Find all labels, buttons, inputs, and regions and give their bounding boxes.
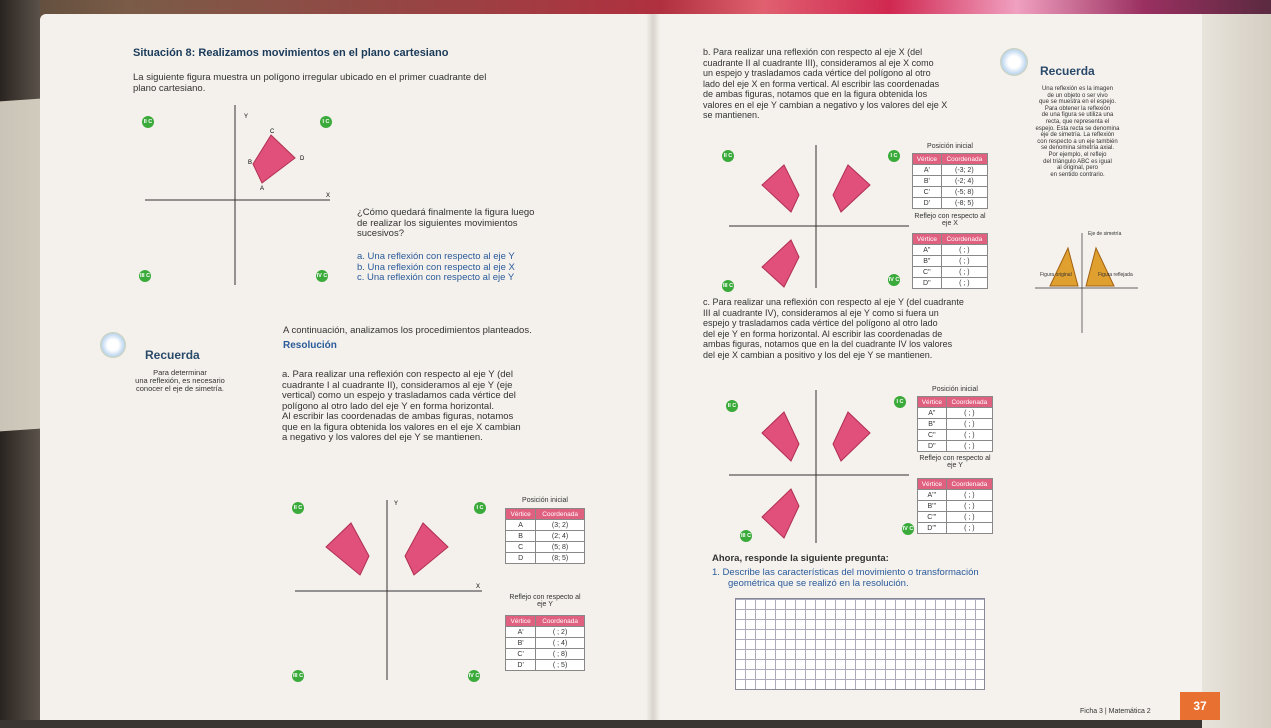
quadrant-badge-1b: I C — [474, 502, 486, 514]
cartesian-plane-3 — [724, 140, 914, 290]
quadrant-badge-2c: II C — [722, 150, 734, 162]
question-text: ¿Cómo quedará finalmente la figura luego de realizar los siguientes movimientos sucesivos? — [357, 207, 535, 239]
page-edges — [1202, 14, 1271, 728]
svg-text:Y: Y — [244, 114, 249, 120]
analysis-text: A continuación, analizamos los procedimientos planteados. — [283, 325, 532, 336]
table4: Vértice Coordenada A" ( ; ) B" ( ; ) C" ( ; ) D" ( ; ) — [912, 233, 988, 289]
quadrant-badge-3b: III C — [292, 670, 304, 682]
table1: Vértice Coordenada A (3; 2) B (2; 4) C (5; 8) D (8; 5) — [505, 508, 585, 564]
recuerda-icon — [100, 332, 126, 358]
svg-text:B: B — [248, 160, 253, 166]
recuerda-icon-right — [1000, 48, 1028, 76]
svg-text:X: X — [476, 584, 481, 590]
table2: Vértice Coordenada A' ( ; 2) B' ( ; 4) C' ( ; 8) D' ( ; 5) — [505, 615, 585, 671]
quadrant-badge-3: III C — [139, 270, 151, 282]
ahora-text: Ahora, responde la siguiente pregunta: — [712, 553, 889, 564]
quadrant-badge-1c: I C — [888, 150, 900, 162]
svg-text:Y: Y — [394, 501, 399, 507]
svg-text:C: C — [270, 129, 275, 135]
table4-caption: Reflejo con respecto al eje X — [914, 213, 986, 227]
table2-caption: Reflejo con respecto al eje Y — [509, 594, 581, 608]
item-b-text: b. Para realizar una reflexión con respecto al eje X (del cuadrante II al cuadrante III), consideramos al eje X como un espejo y trasladamos cada vértice del polígono al otro lado del eje X en forma vertical. Al escribir las coordenadas de ambas figuras, notamos que en la figura obtenida los valores en el eje Y cambian a negativo y los valores del eje X se mantienen. — [703, 47, 948, 120]
resolucion-heading: Resolución — [283, 340, 337, 351]
quadrant-badge-4d: IV C — [902, 523, 914, 535]
intro-text: La siguiente figura muestra un polígono irregular ubicado en el primer cuadrante del plano cartesiano. — [133, 72, 487, 94]
book-gutter — [646, 14, 660, 720]
table3: Vértice Coordenada A' (-3; 2) B' (-2; 4) C' (-5; 8) D' (-8; 5) — [912, 153, 988, 209]
recuerda-body-right: Una reflexión es la imagen de un objeto o ser vivo que se muestra en el espejo. Para obtener la reflexión de una figura se utiliza una recta, que representa el espejo. Esta recta se denomina eje de simetría. La reflexión con respecto a un eje también se denomina simetría axial. Por ejemplo, el reflejo del triángulo ABC es igual al original, pero en sentido contrario. — [1035, 86, 1120, 178]
page-number: 37 — [1180, 692, 1220, 720]
table5-caption: Posición inicial — [932, 386, 978, 393]
cartesian-plane-2 — [290, 495, 490, 685]
answer-grid[interactable] — [735, 598, 985, 690]
orig-label: Figura original — [1040, 272, 1072, 278]
quadrant-badge-1: I C — [320, 116, 332, 128]
quadrant-badge-2b: II C — [292, 502, 304, 514]
quadrant-badge-1d: I C — [894, 396, 906, 408]
svg-text:A: A — [260, 186, 265, 192]
cartesian-plane-1 — [140, 100, 340, 290]
item-c-text: c. Para realizar una reflexión con respecto al eje Y (del cuadrante III al cuadrante IV), consideramos al eje Y como si fuera un espejo y trasladamos cada vértice del polígono al otro lado del eje Y en forma horizontal. Al escribir las coordenadas de ambas figuras, notamos que en la del cuadrante IV los valores del eje X cambian a positivo y los del eje Y se mantienen. — [703, 297, 964, 360]
table1-caption: Posición inicial — [522, 497, 568, 504]
options-list: a. Una reflexión con respecto al eje Y b. Una reflexión con respecto al eje X c. Una reflexión con respecto al eje Y — [357, 251, 515, 283]
axis-label: Eje de simetría — [1088, 231, 1122, 237]
quadrant-badge-4b: IV C — [468, 670, 480, 682]
svg-text:D: D — [300, 156, 305, 162]
cartesian-plane-4 — [724, 385, 914, 545]
table5: Vértice Coordenada A" ( ; ) B" ( ; ) C" ( ; ) D" ( ; ) — [917, 396, 993, 452]
recuerda-title-right: Recuerda — [1040, 64, 1095, 78]
question-1: 1. Describe las características del movimiento o transformación geométrica que se realizó en la resolución. — [712, 567, 979, 589]
recuerda-title-left: Recuerda — [145, 348, 200, 362]
svg-text:X: X — [326, 193, 331, 199]
table6: Vértice Coordenada A''' ( ; ) B''' ( ; ) C''' ( ; ) D''' ( ; ) — [917, 478, 993, 534]
refl-label: Figura reflejada — [1098, 272, 1133, 278]
item-a-text: a. Para realizar una reflexión con respecto al eje Y (del cuadrante I al cuadrante II), consideramos al eje Y (eje vertical) como un espejo y trasladamos cada vértice del polígono al otro lado del eje Y en forma horizontal. Al escribir las coordenadas de ambas figuras, notamos que en la figura obtenida los valores en el eje X cambian a negativo y los valores del eje Y se mantienen. — [282, 369, 521, 443]
quadrant-badge-3c: III C — [722, 280, 734, 292]
quadrant-badge-2: II C — [142, 116, 154, 128]
quadrant-badge-4: IV C — [316, 270, 328, 282]
quadrant-badge-2d: II C — [726, 400, 738, 412]
reflection-example-figure — [1030, 228, 1140, 338]
quadrant-badge-4c: IV C — [888, 274, 900, 286]
table3-caption: Posición inicial — [927, 143, 973, 150]
table6-caption: Reflejo con respecto al eje Y — [919, 455, 991, 469]
page-title: Situación 8: Realizamos movimientos en el plano cartesiano — [133, 47, 449, 59]
quadrant-badge-3d: III C — [740, 530, 752, 542]
footer-text: Ficha 3 | Matemática 2 — [1080, 708, 1151, 715]
recuerda-body-left: Para determinar una reflexión, es necesario conocer el eje de simetría. — [135, 368, 225, 393]
